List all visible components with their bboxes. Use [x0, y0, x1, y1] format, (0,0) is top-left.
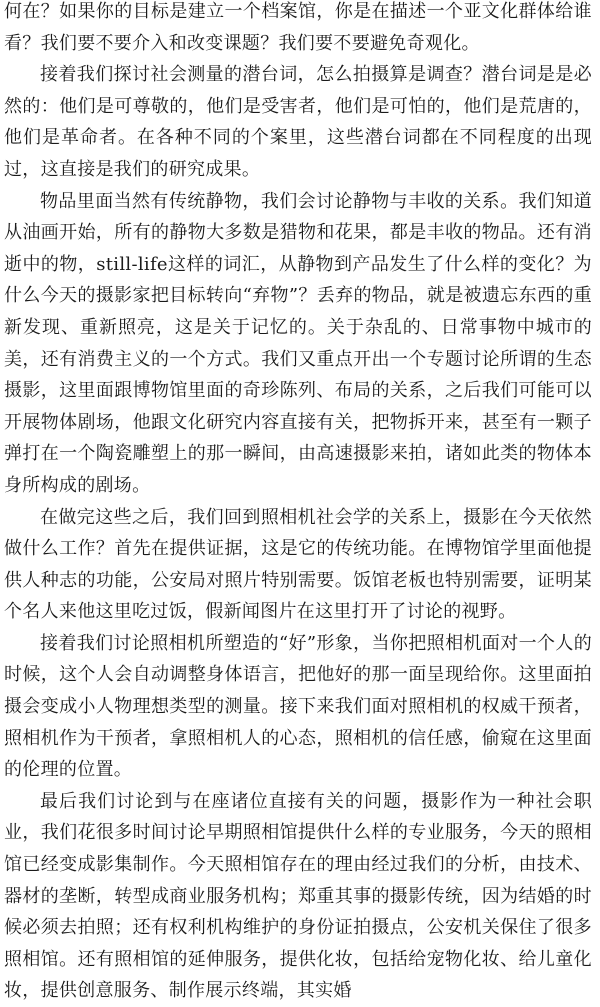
paragraph-5: 接着我们讨论照相机所塑造的“好”形象，当你把照相机面对一个人的时候，这个人会自动调整身体语言，把他好的那一面呈现给你。这里面拍摄会变成小人物理想类型的测量。接下来我们面对照相机的权威干预者，照相机作为干预者，拿照相机人的心态，照相机的信任感，偷窥在这里面的伦理的位置。	[4, 632, 592, 781]
document-body	[4, 0, 592, 1007]
paragraph-4: 在做完这些之后，我们回到照相机社会学的关系上，摄影在今天依然做什么工作？首先在提供证据，这是它的传统功能。在博物馆学里面他提供人种志的功能，公安局对照片特别需要。饭馆老板也特别需要，证明某个名人来他这里吃过饭，假新闻图片在这里打开了讨论的视野。	[4, 506, 592, 623]
paragraph-6: 最后我们讨论到与在座诸位直接有关的问题，摄影作为一种社会职业，我们花很多时间讨论早期照相馆提供什么样的专业服务，今天的照相馆已经变成影集制作。今天照相馆存在的理由经过我们的分析，由技术、器材的垄断，转型成商业服务机构；郑重其事的摄影传统，因为结婚的时候必须去拍照；还有权利机构维护的身份证拍摄点，公安机关保住了很多照相馆。还有照相馆的延伸服务，提供化妆，包括给宠物化妆、给儿童化妆，提供创意服务、制作展示终端，其实婚	[4, 790, 592, 1002]
paragraph-3: 物品里面当然有传统静物，我们会讨论静物与丰收的关系。我们知道从油画开始，所有的静物大多数是猎物和花果，都是丰收的物品。还有消逝中的物，still-life这样的词汇，从静物到产品发生了什么样的变化？为什么今天的摄影家把目标转向“弃物”？丢弃的物品，就是被遗忘东西的重新发现、重新照亮，这是关于记忆的。关于杂乱的、日常事物中城市的美，还有消费主义的一个方式。我们又重点开出一个专题讨论所谓的生态摄影，这里面跟博物馆里面的奇珍陈列、布局的关系，之后我们可能可以开展物体剧场，他跟文化研究内容直接有关，把物拆开来，甚至有一颗子弹打在一个陶瓷雕塑上的那一瞬间，由高速摄影来拍，诸如此类的物体本身所构成的剧场。	[4, 190, 592, 496]
paragraph-1: 何在？如果你的目标是建立一个档案馆，你是在描述一个亚文化群体给谁看？我们要不要介入和改变课题？我们要不要避免奇观化。	[4, 1, 592, 54]
paragraph-2: 接着我们探讨社会测量的潜台词，怎么拍摄算是调查？潜台词是是必然的：他们是可尊敬的，他们是受害者，他们是可怕的，他们是荒唐的，他们是革命者。在各种不同的个案里，这些潜台词都在不同程度的出现过，这直接是我们的研究成果。	[4, 64, 592, 180]
